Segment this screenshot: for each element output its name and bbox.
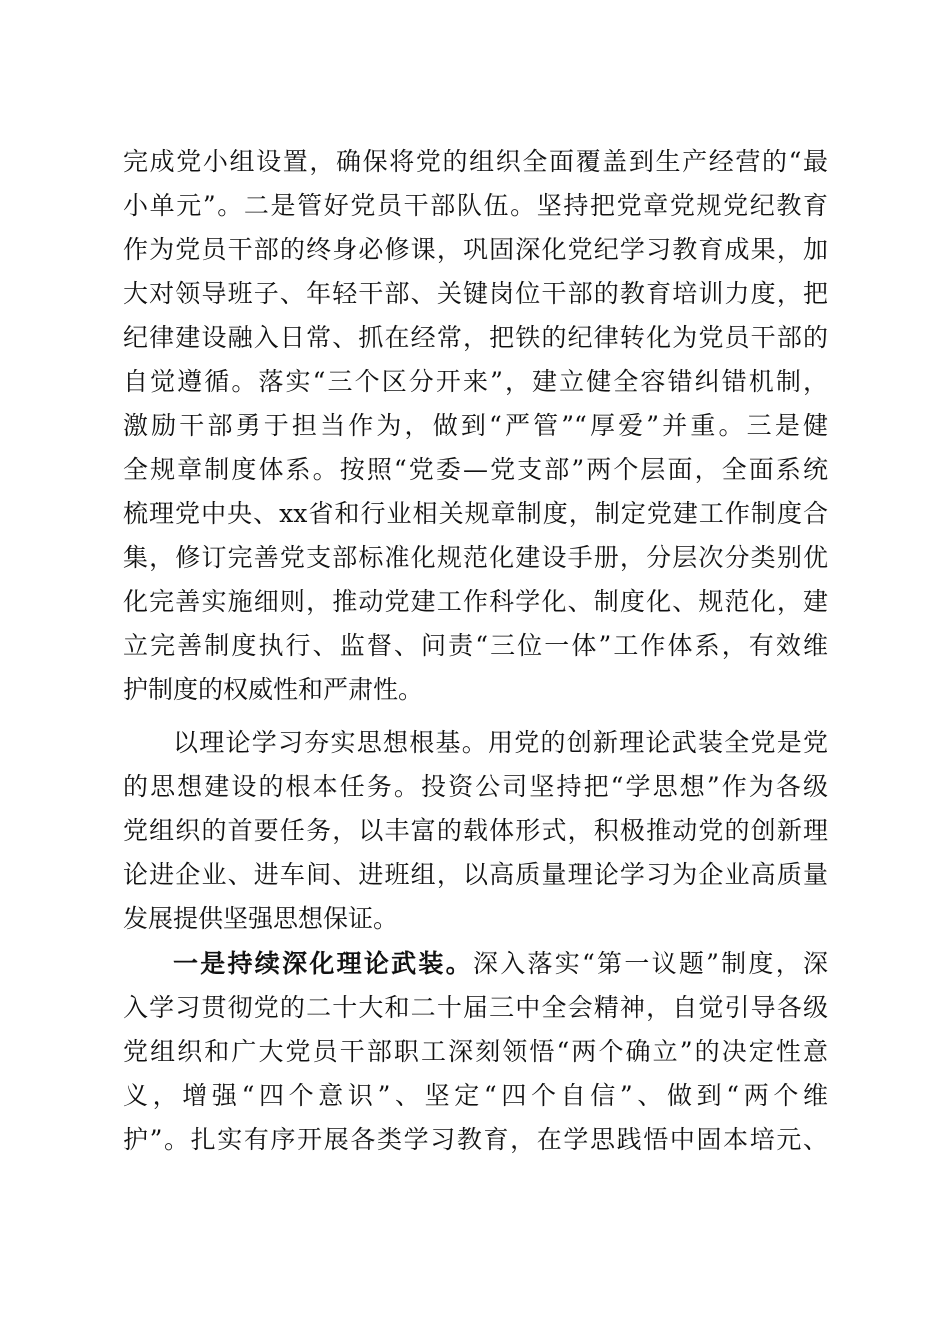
text-line: 纪律建设融入日常、抓在经常，把铁的纪律转化为党员干部的	[123, 323, 828, 352]
text-line: 党组织的首要任务，以丰富的载体形式，积极推动党的创新理	[123, 816, 828, 845]
text-line: 护”。扎实有序开展各类学习教育，在学思践悟中固本培元、	[123, 1125, 828, 1154]
bold-lead-heading: 一是持续深化理论武装。	[173, 949, 473, 978]
paragraph-theory-armament	[123, 942, 828, 1162]
text-line: 入学习贯彻党的二十大和二十届三中全会精神，自觉引导各级	[123, 993, 828, 1022]
text-line: 的思想建设的根本任务。投资公司坚持把“学思想”作为各级	[123, 772, 828, 801]
text-line: 护制度的权威性和严肃性。	[123, 675, 424, 704]
text-line: 以理论学习夯实思想根基。用党的创新理论武装全党是党	[173, 728, 828, 757]
text-line: 论进企业、进车间、进班组，以高质量理论学习为企业高质量	[123, 860, 828, 889]
text-line	[123, 942, 828, 986]
text-line: 完成党小组设置，确保将党的组织全面覆盖到生产经营的“最	[123, 147, 828, 176]
text-line: 集，修订完善党支部标准化规范化建设手册，分层次分类别优	[123, 543, 828, 572]
text-line: 党组织和广大党员干部职工深刻领悟“两个确立”的决定性意	[123, 1037, 828, 1066]
text-line: 大对领导班子、年轻干部、关键岗位干部的教育培训力度，把	[123, 279, 828, 308]
text-line: 小单元”。二是管好党员干部队伍。坚持把党章党规党纪教育	[123, 191, 828, 220]
text-line: 义，增强“四个意识”、坚定“四个自信”、做到“两个维	[123, 1081, 828, 1110]
text-line: 激励干部勇于担当作为，做到“严管”“厚爱”并重。三是健	[123, 411, 828, 440]
text-line-rest: 深入落实“第一议题”制度，深	[472, 949, 828, 978]
paragraph-theory-study	[123, 721, 828, 941]
paragraph-party-organization	[123, 140, 828, 712]
text-line: 化完善实施细则，推动党建工作科学化、制度化、规范化，建	[123, 587, 828, 616]
text-line: 全规章制度体系。按照“党委—党支部”两个层面，全面系统	[123, 455, 828, 484]
text-line: 作为党员干部的终身必修课，巩固深化党纪学习教育成果，加	[123, 235, 828, 264]
text-line: 梳理党中央、xx省和行业相关规章制度，制定党建工作制度合	[123, 499, 828, 528]
text-line: 立完善制度执行、监督、问责“三位一体”工作体系，有效维	[123, 631, 828, 660]
text-line: 发展提供坚强思想保证。	[123, 904, 399, 933]
text-line: 自觉遵循。落实“三个区分开来”，建立健全容错纠错机制，	[123, 367, 828, 396]
